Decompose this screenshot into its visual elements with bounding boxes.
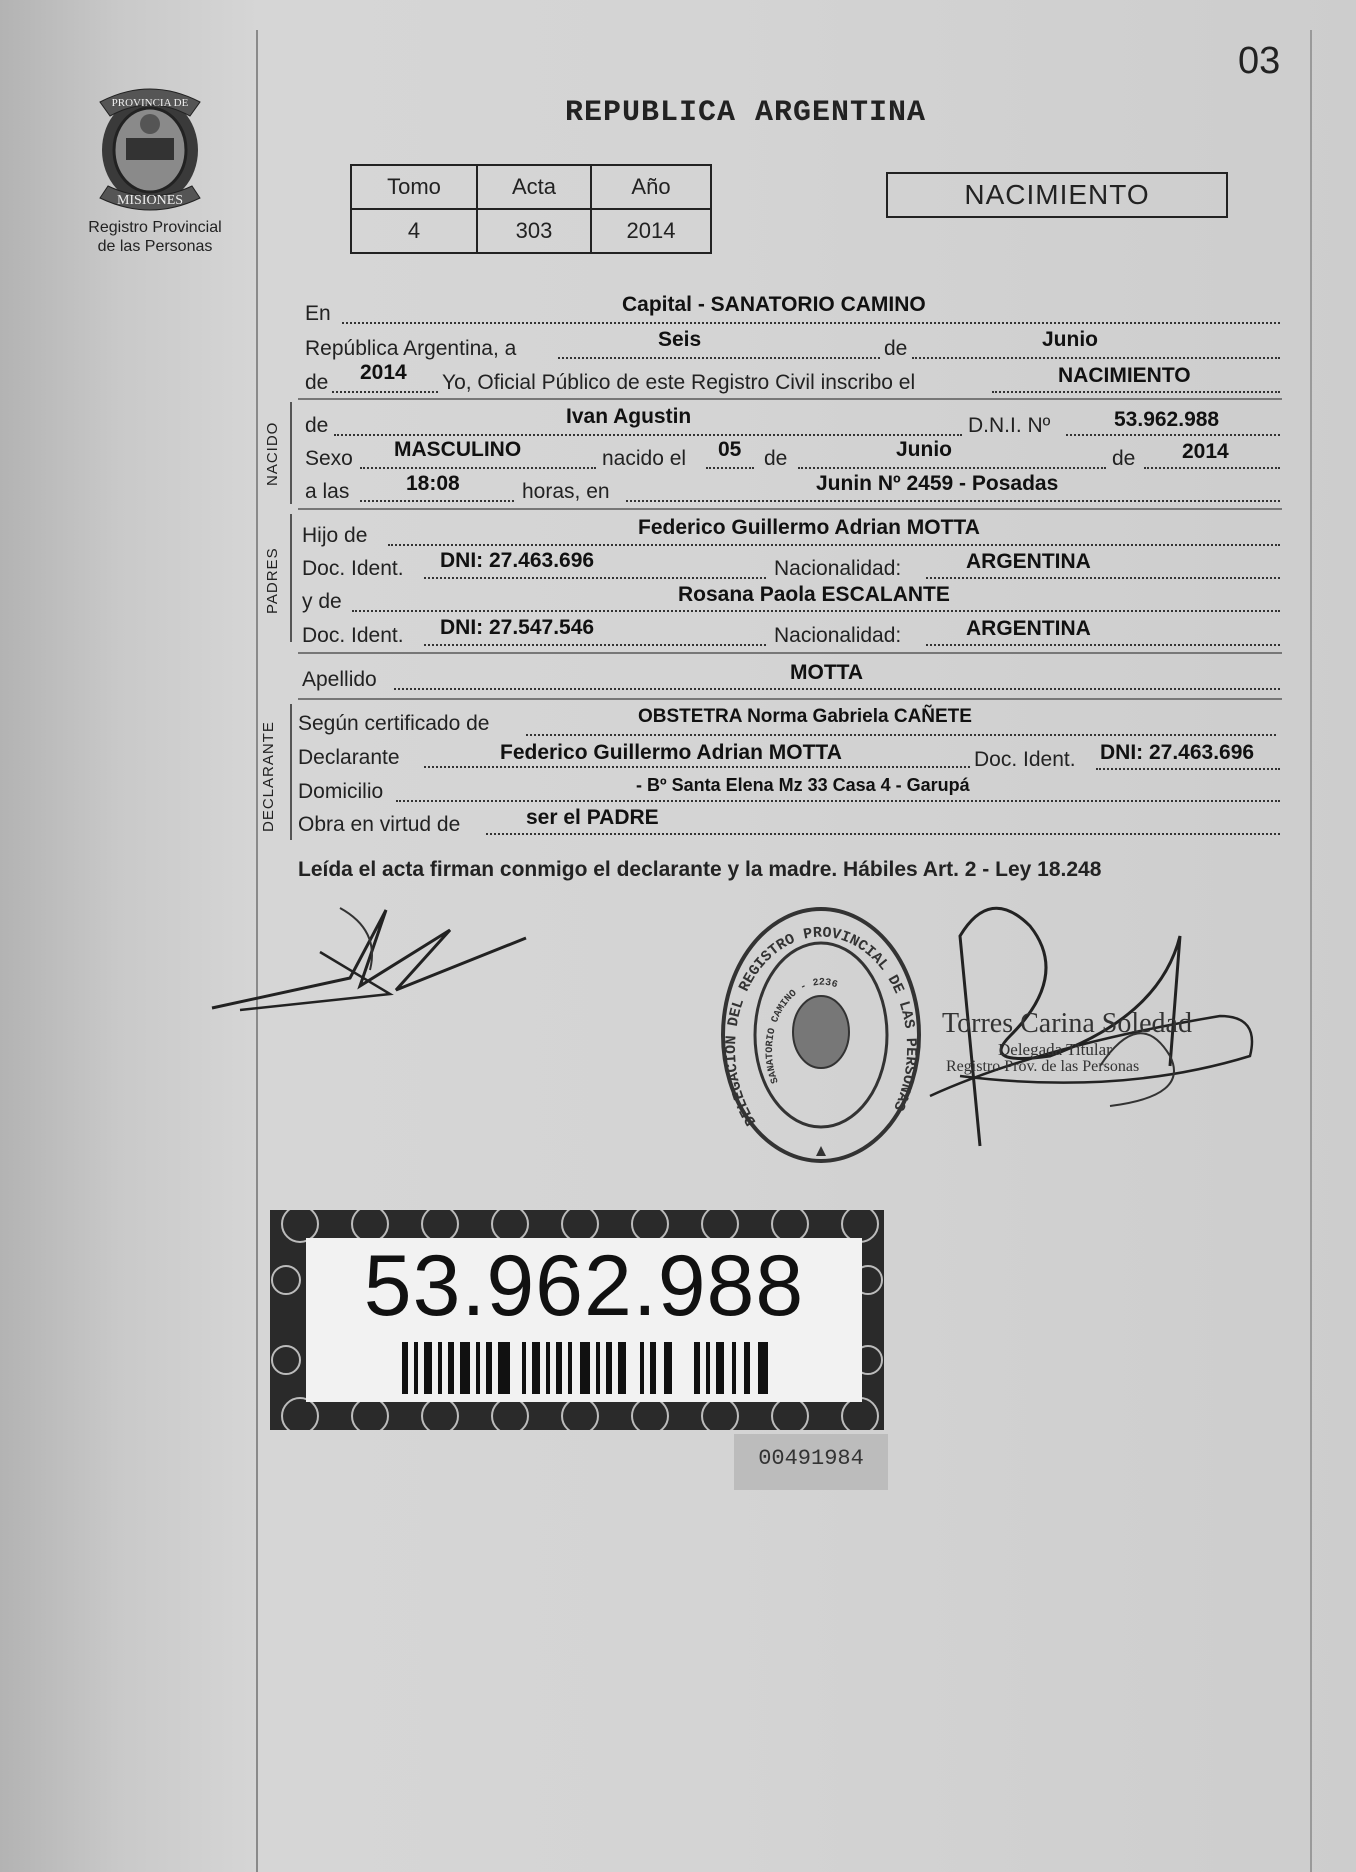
tomo-value: 4: [351, 209, 477, 253]
birth-day-value: 05: [718, 438, 742, 461]
day-value: Seis: [658, 328, 702, 351]
father-nationality-value: ARGENTINA: [966, 550, 1091, 573]
dotted-line: [992, 391, 1280, 393]
segun-certificado-label: Según certificado de: [298, 712, 490, 735]
certificate-value: OBSTETRA Norma Gabriela CAÑETE: [638, 706, 972, 727]
child-dni-value: 53.962.988: [1114, 408, 1220, 431]
svg-text:DELEGACION DEL REGISTRO PROVIN: DELEGACION DEL REGISTRO PROVINCIAL DE LAS PERSONAS: [722, 924, 920, 1129]
section-bar: [290, 514, 292, 642]
mother-name-value: Rosana Paola ESCALANTE: [678, 583, 950, 606]
apellido-value: MOTTA: [790, 661, 864, 684]
dotted-line: [1096, 768, 1280, 770]
birth-month-value: Junio: [896, 438, 952, 461]
logo-caption-line2: de las Personas: [97, 238, 213, 255]
closing-statement: Leída el acta firman conmigo el declarante y la madre. Hábiles Art. 2 - Ley 18.248: [298, 858, 1102, 881]
dotted-line: [626, 500, 1280, 502]
hijo-de-label: Hijo de: [302, 524, 368, 547]
anio-value: 2014: [591, 209, 711, 253]
declarante-doc-value: DNI: 27.463.696: [1100, 741, 1255, 764]
dotted-line: [396, 800, 1280, 802]
nacido-section-label: NACIDO: [264, 421, 281, 486]
official-organization: Registro Prov. de las Personas: [946, 1058, 1140, 1075]
acta-value: 303: [477, 209, 591, 253]
page-number: 03: [1238, 40, 1281, 82]
nacido-el-label: nacido el: [602, 447, 687, 470]
dotted-line: [424, 766, 970, 768]
de-label: de: [305, 371, 329, 394]
official-stamp: [716, 902, 926, 1168]
apellido-label: Apellido: [302, 668, 377, 691]
de-label: de: [305, 414, 329, 437]
birth-year-value: 2014: [1182, 440, 1229, 463]
dotted-line: [352, 610, 1280, 612]
dotted-line: [706, 467, 754, 469]
dotted-line: [360, 500, 514, 502]
registry-header-row: [351, 165, 711, 209]
month-value: Junio: [1042, 328, 1098, 351]
dotted-line: [424, 577, 766, 579]
padres-section-label: PADRES: [264, 547, 281, 614]
y-de-label: y de: [302, 590, 342, 613]
nacionalidad-label: Nacionalidad:: [774, 624, 902, 647]
sticker-dni-number: 53.962.988: [363, 1238, 805, 1334]
sexo-label: Sexo: [305, 447, 353, 470]
de-label: de: [764, 447, 788, 470]
dotted-line: [332, 391, 438, 393]
doc-ident-label: Doc. Ident.: [974, 748, 1076, 771]
obra-label: Obra en virtud de: [298, 813, 461, 836]
time-value: 18:08: [406, 472, 460, 495]
official-role: Delegada Titular: [998, 1040, 1112, 1059]
sticker-label-area: [306, 1238, 862, 1402]
section-divider: [298, 398, 1282, 400]
domicilio-label: Domicilio: [298, 780, 384, 803]
dni-label: D.N.I. Nº: [968, 414, 1051, 437]
sticker-serial-number: 00491984: [734, 1434, 888, 1490]
section-divider: [298, 698, 1282, 700]
dotted-line: [1144, 467, 1280, 469]
child-name-value: Ivan Agustin: [566, 405, 692, 428]
misiones-seal-logo: [80, 82, 220, 222]
document-type-box: NACIMIENTO: [886, 172, 1228, 218]
declarante-label: Declarante: [298, 746, 400, 769]
domicilio-value: - Bº Santa Elena Mz 33 Casa 4 - Garupá: [636, 775, 970, 795]
year-value: 2014: [360, 361, 407, 384]
svg-text:SANATORIO CAMINO - 2236: SANATORIO CAMINO - 2236: [764, 977, 839, 1085]
dotted-line: [334, 434, 962, 436]
dotted-line: [394, 688, 1280, 690]
mother-nationality-value: ARGENTINA: [966, 617, 1091, 640]
section-bar: [290, 704, 292, 840]
anio-header: Año: [591, 165, 711, 209]
section-divider: [298, 652, 1282, 654]
doc-ident-label: Doc. Ident.: [302, 557, 404, 580]
mother-doc-value: DNI: 27.547.546: [440, 616, 595, 639]
svg-text:PROVINCIA DE: PROVINCIA DE: [111, 97, 189, 109]
de-label: de: [884, 337, 908, 360]
father-doc-value: DNI: 27.463.696: [440, 549, 595, 572]
horas-label: horas, en: [522, 480, 610, 503]
registry-table: [350, 164, 712, 254]
tomo-header: Tomo: [351, 165, 477, 209]
nacionalidad-label: Nacionalidad:: [774, 557, 902, 580]
section-bar: [290, 402, 292, 504]
en-label: En: [305, 302, 331, 325]
sexo-value: MASCULINO: [394, 438, 522, 461]
dotted-line: [360, 467, 596, 469]
doc-ident-label: Doc. Ident.: [302, 624, 404, 647]
a-las-label: a las: [305, 480, 350, 503]
page-title: REPUBLICA ARGENTINA: [565, 96, 927, 130]
dotted-line: [558, 357, 880, 359]
svg-text:MISIONES: MISIONES: [116, 193, 184, 208]
declarante-value: Federico Guillermo Adrian MOTTA: [500, 741, 842, 764]
dotted-line: [526, 734, 1276, 736]
dotted-line: [388, 544, 1280, 546]
dni-sticker: [270, 1210, 884, 1430]
section-divider: [298, 508, 1282, 510]
birth-place-value: Junin Nº 2459 - Posadas: [816, 472, 1059, 495]
dni-barcode: [402, 1342, 772, 1394]
logo-caption-line1: Registro Provincial: [88, 219, 222, 236]
obra-value: ser el PADRE: [526, 806, 659, 829]
official-name: Torres Carina Soledad: [942, 1008, 1192, 1039]
dotted-line: [486, 833, 1280, 835]
de-label: de: [1112, 447, 1136, 470]
dotted-line: [926, 644, 1280, 646]
declarant-signature: [200, 890, 540, 1020]
logo-caption: [60, 218, 250, 256]
acta-header: Acta: [477, 165, 591, 209]
dotted-line: [912, 357, 1280, 359]
yo-label: Yo, Oficial Público de este Registro Civil inscribo el: [442, 371, 916, 394]
dotted-line: [798, 467, 1106, 469]
registry-value-row: [351, 209, 711, 253]
declarante-section-label: DECLARANTE: [260, 721, 277, 832]
dotted-line: [1066, 434, 1280, 436]
dotted-line: [424, 644, 766, 646]
father-name-value: Federico Guillermo Adrian MOTTA: [638, 516, 980, 539]
dotted-line: [926, 577, 1280, 579]
place-value: Capital - SANATORIO CAMINO: [622, 293, 926, 316]
right-margin-line: [1310, 30, 1312, 1872]
act-value: NACIMIENTO: [1058, 364, 1191, 387]
republica-label: República Argentina, a: [305, 337, 517, 360]
dotted-line: [342, 322, 1280, 324]
